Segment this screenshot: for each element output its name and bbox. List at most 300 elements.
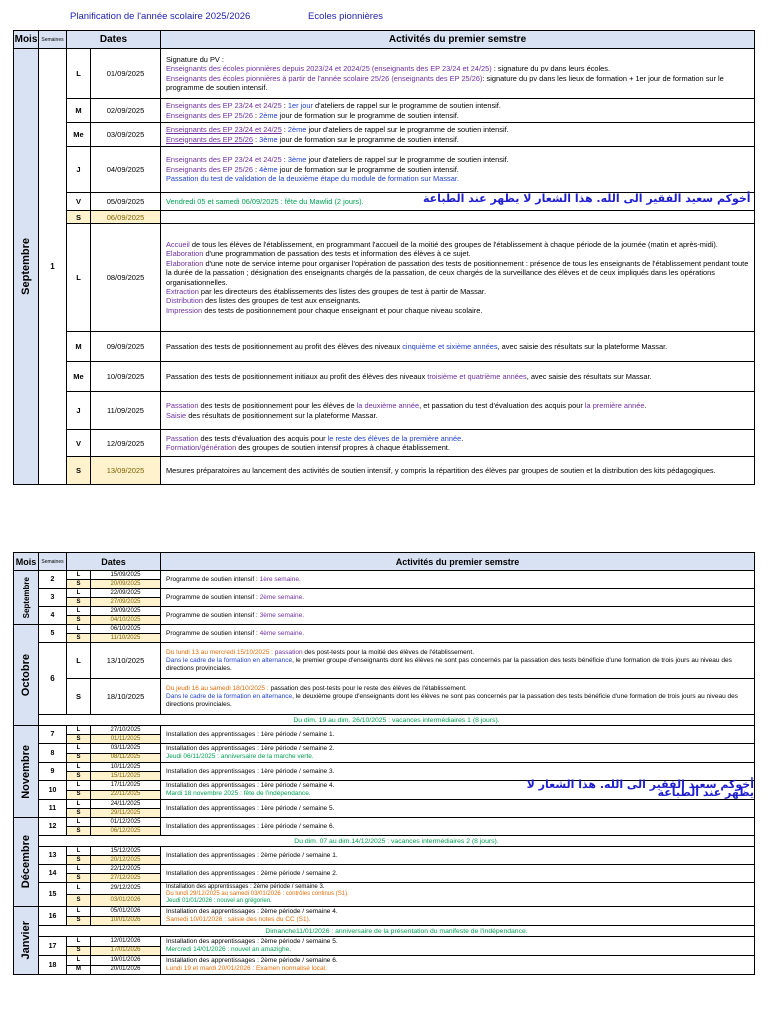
activity-text: Installation des apprentissages : 1ère période / semaine 1. (166, 730, 335, 738)
activity-text: Installation des apprentissages : 1ère période / semaine 4. (166, 782, 335, 789)
activity-text: Passation (166, 433, 199, 443)
table-row (14, 956, 755, 966)
table-row (14, 571, 755, 580)
col-header-mois: Mois (14, 31, 39, 49)
activity-text: d'une programmation de passation des tests et information des élèves à ce sujet. (203, 249, 471, 259)
activity-text: , avec saisie des résultats sur Massar. (526, 371, 652, 381)
day-cell: S (67, 895, 91, 907)
day-cell: S (67, 735, 91, 744)
activity-line (166, 342, 749, 351)
week-number: 11 (39, 800, 67, 818)
activity-line (166, 125, 749, 134)
date-cell: 24/11/2025 (91, 800, 161, 809)
week-number: 17 (39, 937, 67, 956)
day-cell: M (67, 965, 91, 975)
activity-text: Enseignants des EP 23/24 et 24/25 (166, 125, 282, 135)
day-cell: L (67, 800, 91, 809)
day-cell: L (67, 607, 91, 616)
activity-text: Enseignants des EP 25/26 (166, 164, 253, 174)
day-cell: L (67, 224, 91, 332)
activity-line (166, 443, 749, 452)
day-cell: S (67, 211, 91, 224)
table-row (14, 865, 755, 874)
table-row (14, 800, 755, 809)
activity-text: Installation des apprentissages : 2ème période / semaine 2. (166, 869, 338, 877)
table-row (14, 715, 755, 726)
activity-line (166, 296, 749, 305)
activity-text: 2ème (287, 125, 307, 135)
day-cell: L (67, 781, 91, 791)
day-cell: S (67, 616, 91, 625)
activity-line (166, 946, 749, 954)
activity-text: jour de formation sur le programme de soutien intensif. (277, 164, 459, 174)
activity-line (166, 870, 749, 878)
activity-text: 2ème semaine. (259, 593, 305, 601)
holiday-banner: Du dim. 19 au dim. 26/10/2025 : vacances intermédiaires 1 (8 jours). (39, 715, 755, 726)
planning-table-1 (13, 30, 755, 485)
activity-text: jour d'ateliers de rappel sur le programme de soutien intensif. (306, 125, 509, 135)
date-cell: 02/09/2025 (91, 99, 161, 123)
day-cell: S (67, 916, 91, 926)
activity-line (166, 852, 749, 860)
date-cell: 18/10/2025 (91, 679, 161, 715)
table-row (14, 589, 755, 598)
day-cell: L (67, 883, 91, 895)
activity-text: Saisie (166, 410, 187, 420)
date-cell: 17/11/2025 (91, 781, 161, 791)
date-cell: 08/09/2025 (91, 224, 161, 332)
activity-text: Formation/génération (166, 443, 237, 452)
activity-text: Mardi 18 novembre 2025 : fête de l'indépendance. (166, 790, 311, 797)
activity-text: des résultats de positionnement sur la plateforme Massar. (186, 410, 378, 420)
activity-text: jour de formation sur le programme de soutien intensif. (277, 134, 459, 144)
col-header-activites-2: Activités du premier semstre (161, 553, 755, 571)
activity-line (166, 306, 749, 315)
table-row (14, 224, 755, 332)
date-cell: 05/09/2025 (91, 193, 161, 211)
document-title: Planification de l'année scolaire 2025/2026 (70, 11, 251, 22)
week-number: 6 (39, 643, 67, 715)
date-cell: 13/10/2025 (91, 643, 161, 679)
day-cell: L (67, 937, 91, 947)
table-row (14, 763, 755, 772)
day-cell: S (67, 874, 91, 883)
date-cell: 13/09/2025 (91, 457, 161, 485)
day-cell: S (67, 679, 91, 715)
day-cell: Me (67, 123, 91, 147)
date-cell: 04/10/2025 (91, 616, 161, 625)
activity-line (166, 594, 749, 602)
activity-cell (161, 883, 755, 907)
activity-line (166, 372, 749, 381)
activity-line (166, 768, 749, 776)
date-cell: 29/12/2025 (91, 883, 161, 895)
activity-line (166, 101, 749, 110)
activity-cell (161, 907, 755, 926)
activity-line (166, 649, 749, 657)
activity-line (166, 891, 749, 898)
day-cell: S (67, 598, 91, 607)
table-row (14, 883, 755, 895)
day-cell: L (67, 625, 91, 634)
table-row (14, 937, 755, 947)
activity-text: 1ère semaine. (259, 575, 301, 583)
activity-cell (161, 123, 755, 147)
activity-text: de tous les élèves de l'établissement, en programmant l'accueil de la moitié des groupes de l'établissement à chaque période de la journée (matin et après-midi). (189, 239, 718, 249)
activity-text: troisième et quatrième années (427, 371, 527, 381)
day-cell: S (67, 634, 91, 643)
table-row (14, 726, 755, 735)
date-cell: 20/12/2025 (91, 856, 161, 865)
activity-cell (161, 847, 755, 865)
day-cell: L (67, 571, 91, 580)
activity-cell (161, 392, 755, 430)
table-row (14, 99, 755, 123)
activity-text: Samedi 10/01/2026 : saisie des notes du CC (S1). (166, 916, 311, 923)
week-number: 1 (39, 49, 67, 485)
activity-text: Jeudi 01/01/2026 : nouvel an grégorien. (166, 898, 272, 904)
activity-line (166, 401, 749, 410)
activity-text: par les directeurs des établissements des listes des groupes de test à partir de Massar. (198, 286, 487, 296)
day-cell: Me (67, 362, 91, 392)
activity-text: Passation des tests de positionnement initiaux au profit des élèves des niveaux (166, 371, 428, 381)
day-cell: L (67, 643, 91, 679)
date-cell: 15/09/2025 (91, 571, 161, 580)
activity-text: passation des post-tests pour le reste des élèves de l'établissement. (270, 684, 467, 692)
table-row (14, 818, 755, 827)
day-cell: L (67, 847, 91, 856)
activity-line (166, 411, 749, 420)
activity-text: des tests d'évaluation des acquis pour (198, 433, 328, 443)
month-label: Janvier (20, 921, 32, 960)
week-number: 3 (39, 589, 67, 607)
activity-text: : signature du pv dans les lieux de formation + 1er jour de formation sur le programme de soutien intensif. (166, 73, 724, 92)
activity-text: , et passation du test d'évaluation des acquis pour (419, 401, 585, 411)
activity-text: Extraction (166, 286, 199, 296)
table-row (14, 643, 755, 679)
table-row (14, 123, 755, 147)
table-row (14, 679, 755, 715)
date-cell: 22/12/2025 (91, 865, 161, 874)
activity-text: 1er jour (287, 101, 313, 111)
date-cell: 11/09/2025 (91, 392, 161, 430)
activity-cell (161, 625, 755, 643)
date-cell: 15/11/2025 (91, 772, 161, 781)
activity-text: d'ateliers de rappel sur le programme de soutien intensif. (312, 101, 501, 111)
table-row (14, 847, 755, 856)
date-cell: 22/11/2025 (91, 790, 161, 800)
activity-cell (161, 430, 755, 457)
week-number: 16 (39, 907, 67, 926)
date-cell: 06/09/2025 (91, 211, 161, 224)
activity-text: Enseignants des EP 25/26 (166, 134, 253, 144)
activity-text: , le premier groupe d'enseignants dont les élèves ne sont pas concernés par la passation des tests bénéficie d'une formation de trois jours au niveau des directions provinciales. (166, 656, 732, 672)
activity-line (166, 965, 749, 973)
date-cell: 03/09/2025 (91, 123, 161, 147)
activity-text: 3ème semaine. (259, 611, 305, 619)
month-cell (14, 49, 39, 485)
activity-cell (161, 679, 755, 715)
school-type-label: Ecoles pionnières (308, 11, 383, 22)
activity-cell (161, 744, 755, 763)
activity-text: : (281, 155, 288, 165)
day-cell: J (67, 147, 91, 193)
col-header-semaines: Semaines (39, 31, 67, 49)
activity-text: : (252, 110, 260, 120)
activity-line (166, 174, 749, 183)
activity-text: Accueil (166, 239, 190, 249)
activity-cell (161, 800, 755, 818)
activity-text: Enseignants des EP 23/24 et 24/25 (166, 155, 282, 165)
date-cell: 08/11/2025 (91, 753, 161, 763)
activity-cell (161, 643, 755, 679)
month-label: Septembre (21, 576, 31, 619)
activity-text: Installation des apprentissages : 2ème période / semaine 6. (166, 957, 338, 964)
activity-text: Enseignants des écoles pionnières à partir de l'année scolaire 25/26 (enseignants des EP 25/26) (166, 73, 483, 83)
holiday-banner: Dimanche11/01/2026 : anniversaire de la présentation du manifeste de l'indépendance. (39, 926, 755, 937)
activity-text: Passation des tests de positionnement au profit des élèves des niveaux (166, 341, 403, 351)
activity-line (166, 805, 749, 813)
activity-text: jour de formation sur le programme de soutien intensif. (277, 110, 459, 120)
activity-text: Enseignants des EP 23/24 et 24/25 (166, 101, 282, 111)
activity-text: Installation des apprentissages : 2ème période / semaine 3. (166, 884, 325, 890)
activity-text: Installation des apprentissages : 1ère période / semaine 5. (166, 804, 335, 812)
date-cell: 11/10/2025 (91, 634, 161, 643)
activity-text: 4ème semaine. (259, 629, 305, 637)
activity-line (166, 249, 749, 258)
holiday-banner: Du dim. 07 au dim.14/12/2025 : vacances intermédiaires 2 (8 jours). (39, 836, 755, 847)
activity-cell (161, 956, 755, 975)
day-cell: L (67, 49, 91, 99)
activity-line (166, 612, 749, 620)
activity-cell (161, 865, 755, 883)
activity-cell (161, 332, 755, 362)
activity-text: : (252, 134, 260, 144)
month-cell (14, 818, 39, 907)
table-row (14, 744, 755, 754)
activity-text: : signature du pv dans leurs écoles. (491, 64, 611, 74)
date-cell: 20/09/2025 (91, 580, 161, 589)
activity-text: Elaboration (166, 249, 204, 259)
day-cell: M (67, 99, 91, 123)
date-cell: 27/10/2025 (91, 726, 161, 735)
week-number: 12 (39, 818, 67, 836)
activity-text: : (252, 164, 260, 174)
activity-text: : (281, 125, 288, 135)
day-cell: S (67, 809, 91, 818)
date-cell: 10/01/2026 (91, 916, 161, 926)
day-cell: S (67, 457, 91, 485)
activity-line (166, 287, 749, 296)
date-cell: 17/01/2026 (91, 946, 161, 956)
activity-text: 2ème (259, 110, 278, 120)
day-cell: L (67, 589, 91, 598)
date-cell: 22/09/2025 (91, 589, 161, 598)
activity-text: Dans le cadre de la formation en alternance (166, 692, 293, 700)
activity-line (166, 938, 749, 946)
date-cell: 10/11/2025 (91, 763, 161, 772)
activity-line (166, 155, 749, 164)
activity-cell (161, 937, 755, 956)
activity-line (166, 259, 749, 287)
activity-line (166, 884, 749, 891)
activity-text: 3ème (287, 155, 307, 165)
table-row (14, 332, 755, 362)
activity-text: la deuxième année (356, 401, 420, 411)
date-cell: 20/01/2026 (91, 965, 161, 975)
activity-line (166, 466, 749, 475)
activity-line (166, 240, 749, 249)
activity-text: Installation des apprentissages : 2ème période / semaine 1. (166, 851, 338, 859)
activity-line (166, 576, 749, 584)
activity-line (166, 823, 749, 831)
table-row (14, 457, 755, 485)
activity-text: Programme de soutien intensif : (166, 629, 260, 637)
activity-cell (161, 571, 755, 589)
activity-line (166, 74, 749, 93)
table-row (14, 907, 755, 917)
activity-text: Vendredi 05 et samedi 06/09/2025 : fête du Mawlid (2 jours). (166, 196, 364, 206)
activity-line (166, 111, 749, 120)
activity-text: Du jeudi 16 au samedi 18/10/2025 : (166, 684, 271, 692)
date-cell: 01/11/2025 (91, 735, 161, 744)
activity-cell (161, 362, 755, 392)
activity-text: 4ème (259, 164, 278, 174)
activity-cell (161, 778, 755, 800)
table-row (14, 781, 755, 791)
activity-text: des groupes de soutien intensif propres à chaque établissement. (236, 443, 450, 452)
month-cell (14, 726, 39, 818)
month-label: Décembre (20, 835, 32, 889)
activity-cell (161, 818, 755, 836)
activity-cell (161, 147, 755, 193)
activity-text: Mercredi 14/01/2026 : nouvel an amazighe. (166, 946, 292, 953)
table-row (14, 607, 755, 616)
day-cell: S (67, 856, 91, 865)
activity-text: Impression (166, 305, 203, 315)
day-cell: L (67, 865, 91, 874)
activity-text: Installation des apprentissages : 1ère période / semaine 2. (166, 745, 335, 752)
activity-line (166, 434, 749, 443)
date-cell: 01/09/2025 (91, 49, 161, 99)
table-row (14, 193, 755, 211)
date-cell: 12/09/2025 (91, 430, 161, 457)
activity-line (166, 657, 749, 673)
col-header-semaines-2: Semaines (39, 553, 67, 571)
week-number: 7 (39, 726, 67, 744)
day-cell: S (67, 753, 91, 763)
activity-line (166, 135, 749, 144)
activity-text: Passation (166, 401, 199, 411)
activity-text: , avec saisie des résultats sur la plateforme Massar. (497, 341, 668, 351)
activity-line (166, 64, 749, 73)
activity-cell (161, 589, 755, 607)
table-row (14, 362, 755, 392)
activity-text: Dans le cadre de la formation en alternance (166, 656, 293, 664)
month-cell (14, 625, 39, 726)
activity-line (166, 55, 749, 64)
activity-text: des tests de positionnement pour chaque enseignant et pour chaque niveau scolaire. (202, 305, 483, 315)
activity-text: Passation du test de validation de la deuxième étape du module de formation sur Massar. (166, 174, 459, 184)
activity-cell (161, 726, 755, 744)
date-cell: 03/11/2025 (91, 744, 161, 754)
table-row (14, 926, 755, 937)
activity-line (166, 165, 749, 174)
arabic-watermark-text: أخوكم سعيد الفقير الى الله. هذا الشعار لا يظهر عند الطباعة (526, 778, 754, 799)
table-row (14, 211, 755, 224)
week-number: 18 (39, 956, 67, 975)
date-cell: 10/09/2025 (91, 362, 161, 392)
col-header-activites: Activités du premier semstre (161, 31, 755, 49)
month-label: Novembre (20, 744, 32, 799)
activity-text: passation (274, 648, 303, 656)
activity-cell (161, 211, 755, 224)
activity-cell (161, 99, 755, 123)
activity-text: : (281, 101, 288, 111)
month-cell (14, 571, 39, 625)
date-cell: 19/01/2026 (91, 956, 161, 966)
week-number: 10 (39, 781, 67, 800)
activity-text: des listes des groupes de test aux enseignants. (202, 296, 361, 306)
activity-line (166, 630, 749, 638)
week-number: 9 (39, 763, 67, 781)
activity-line (166, 916, 749, 924)
activity-text: Installation des apprentissages : 2ème période / semaine 5. (166, 938, 338, 945)
activity-text: . (461, 433, 464, 443)
activity-text: des post-tests pour la moitié des élèves de l'établissement. (302, 648, 475, 656)
week-number: 13 (39, 847, 67, 865)
activity-text: Programme de soutien intensif : (166, 611, 260, 619)
activity-text: d'une note de service interne pour organiser l'opération de passation des tests de positionnement : présence de tous les enseignants de l'établissement pendant toute la durée de la passation ; désignation des enseignants chargés de la passation, de ceux chargés de la surveillance des élèves et de ceux impliqués dans les opérations organisationnelles. (166, 258, 749, 287)
date-cell: 06/12/2025 (91, 827, 161, 836)
activity-text: cinquième et sixième années (402, 341, 498, 351)
month-label: Octobre (20, 653, 32, 697)
activity-line (166, 908, 749, 916)
day-cell: J (67, 392, 91, 430)
activity-line (166, 745, 749, 753)
week-number: 14 (39, 865, 67, 883)
day-cell: V (67, 430, 91, 457)
date-cell: 12/01/2026 (91, 937, 161, 947)
day-cell: L (67, 763, 91, 772)
activity-cell (161, 49, 755, 99)
activity-cell (161, 224, 755, 332)
table-row (14, 836, 755, 847)
activity-text: des tests de positionnement pour les élèves de (198, 401, 357, 411)
activity-text: Mesures préparatoires au lancement des activités de soutien intensif, y compris la répartition des élèves par groupes de soutien et la distribution des kits pédagogiques. (166, 465, 716, 475)
activity-text: Installation des apprentissages : 2ème période / semaine 4. (166, 908, 338, 915)
activity-line (166, 693, 749, 709)
activity-text: Jeudi 06/11/2025 : anniversaire de la marche verte. (166, 753, 314, 760)
activity-line (166, 898, 749, 905)
day-cell: L (67, 744, 91, 754)
day-cell: V (67, 193, 91, 211)
day-cell: M (67, 332, 91, 362)
date-cell: 29/11/2025 (91, 809, 161, 818)
week-number: 4 (39, 607, 67, 625)
activity-text: Du lundi 29/12/2025 au samedi 03/01/2026 : contrôles continus (S1). (166, 891, 349, 897)
date-cell: 05/01/2026 (91, 907, 161, 917)
day-cell: L (67, 818, 91, 827)
date-cell: 27/09/2025 (91, 598, 161, 607)
table-row (14, 147, 755, 193)
month-cell (14, 907, 39, 975)
table-row (14, 625, 755, 634)
activity-text: 3ème (259, 134, 278, 144)
week-number: 8 (39, 744, 67, 763)
activity-text: Installation des apprentissages : 1ère période / semaine 3. (166, 767, 335, 775)
activity-text: . (644, 401, 647, 411)
